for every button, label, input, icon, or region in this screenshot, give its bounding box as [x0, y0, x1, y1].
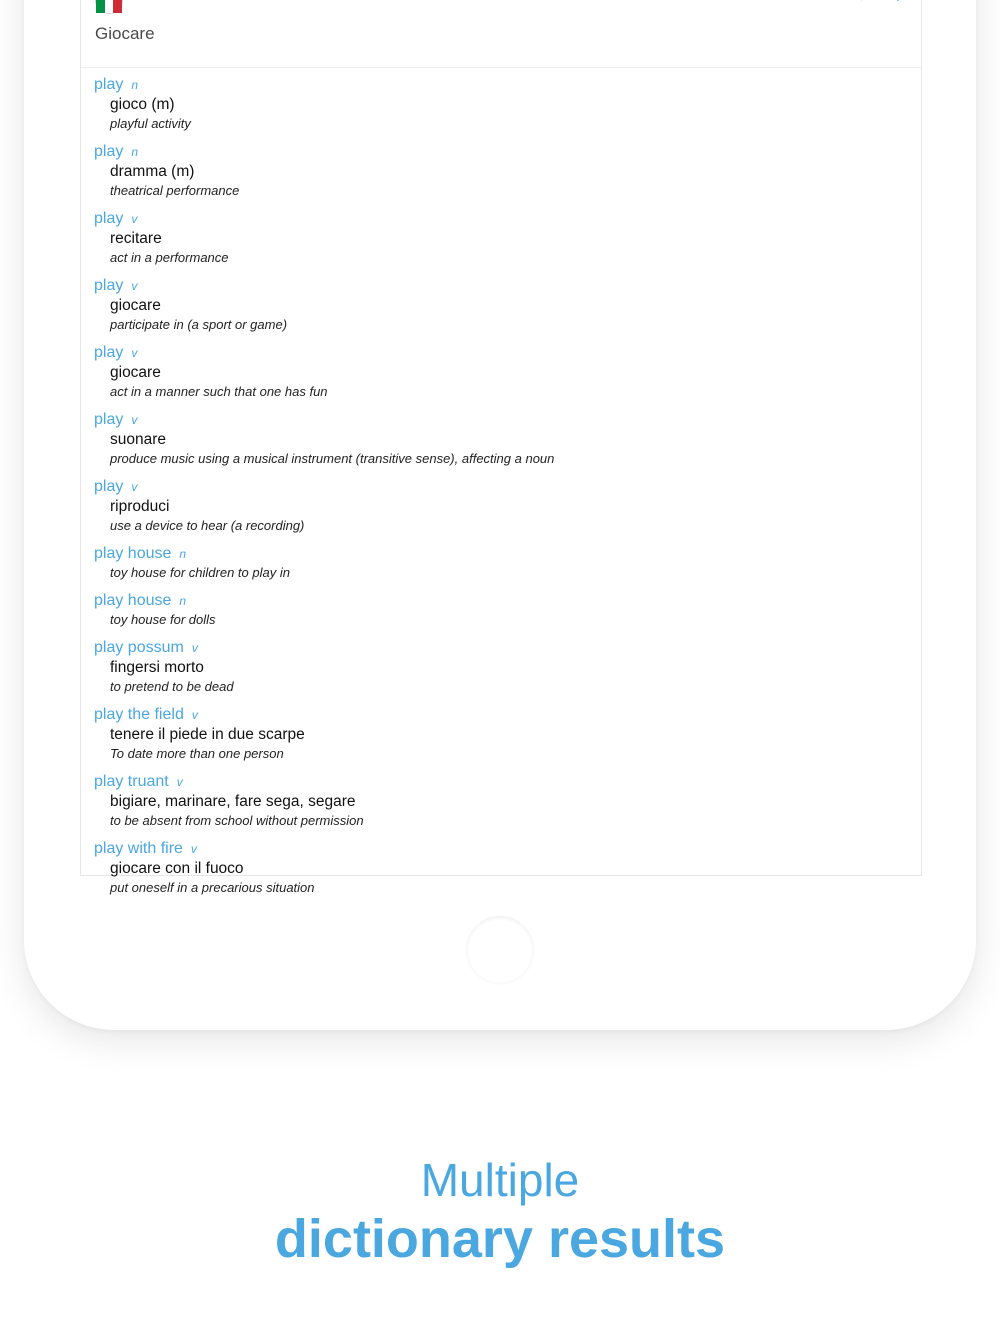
entry-translation: giocare — [110, 364, 161, 381]
entry-term[interactable] — [94, 772, 921, 792]
entry-translation: giocare con il fuoco — [110, 860, 244, 877]
part-of-speech: n — [179, 547, 187, 561]
result-entry[interactable] — [94, 772, 921, 830]
entry-gloss: produce music using a musical instrument (transitive sense), affecting a noun — [110, 451, 555, 466]
part-of-speech: n — [131, 78, 139, 92]
entry-gloss: toy house for children to play in — [110, 565, 290, 580]
entry-term[interactable] — [94, 544, 921, 564]
term-text: play house — [94, 592, 172, 609]
dictionary-screen — [80, 0, 922, 895]
italian-flag-icon[interactable] — [95, 0, 123, 14]
entry-gloss: to be absent from school without permission — [110, 813, 364, 828]
entry-translation: giocare — [110, 297, 161, 314]
entry-term[interactable] — [94, 477, 921, 497]
entry-translation: tenere il piede in due scarpe — [110, 726, 305, 743]
entry-gloss: put oneself in a precarious situation — [110, 880, 315, 895]
entry-gloss: act in a manner such that one has fun — [110, 384, 328, 399]
entry-gloss: act in a performance — [110, 250, 229, 265]
term-text: play — [94, 478, 124, 495]
term-text: play — [94, 76, 124, 93]
result-entry[interactable] — [94, 591, 921, 629]
term-text: play — [94, 210, 124, 227]
term-text: play house — [94, 545, 172, 562]
result-entry[interactable] — [94, 209, 921, 267]
result-header — [81, 0, 921, 68]
part-of-speech: n — [131, 145, 139, 159]
entry-term[interactable] — [94, 276, 921, 296]
term-text: play with fire — [94, 840, 183, 857]
part-of-speech: v — [131, 346, 138, 360]
entry-term[interactable] — [94, 638, 921, 658]
entry-term[interactable] — [94, 839, 921, 859]
result-entry[interactable] — [94, 477, 921, 535]
part-of-speech: v — [131, 212, 138, 226]
results-list[interactable] — [94, 75, 921, 895]
home-button[interactable] — [466, 916, 534, 984]
result-entry[interactable] — [94, 638, 921, 696]
term-text: play truant — [94, 773, 169, 790]
part-of-speech: v — [176, 775, 183, 789]
entry-term[interactable] — [94, 591, 921, 611]
term-text: play possum — [94, 639, 184, 656]
entry-gloss: use a device to hear (a recording) — [110, 518, 305, 533]
entry-translation: riproduci — [110, 498, 170, 515]
result-entry[interactable] — [94, 544, 921, 582]
result-entry[interactable] — [94, 839, 921, 897]
entry-term[interactable] — [94, 705, 921, 725]
microphone-icon[interactable] — [890, 0, 906, 1]
entry-translation: gioco (m) — [110, 96, 175, 113]
entry-translation: dramma (m) — [110, 163, 195, 180]
caption-line2: dictionary results — [274, 1209, 726, 1269]
result-entry[interactable] — [94, 75, 921, 133]
entry-term[interactable] — [94, 209, 921, 229]
entry-gloss: toy house for dolls — [110, 612, 216, 627]
speaker-icon[interactable] — [853, 0, 869, 1]
part-of-speech: v — [131, 480, 138, 494]
part-of-speech: v — [191, 708, 198, 722]
result-entry[interactable] — [94, 705, 921, 763]
entry-gloss: theatrical performance — [110, 183, 240, 198]
part-of-speech: v — [131, 413, 138, 427]
entry-gloss: participate in (a sport or game) — [110, 317, 288, 332]
entry-translation: suonare — [110, 431, 167, 448]
term-text: play — [94, 277, 124, 294]
result-entry[interactable] — [94, 142, 921, 200]
entry-gloss: To date more than one person — [110, 746, 284, 761]
caption-line1: Multiple — [420, 1154, 580, 1206]
part-of-speech: n — [179, 594, 187, 608]
entry-translation: recitare — [110, 230, 162, 247]
entry-term[interactable] — [94, 142, 921, 162]
entry-translation: bigiare, marinare, fare sega, segare — [110, 793, 356, 810]
result-entry[interactable] — [94, 410, 921, 468]
entry-gloss: playful activity — [110, 116, 191, 131]
part-of-speech: v — [190, 842, 197, 856]
result-entry[interactable] — [94, 343, 921, 401]
entry-term[interactable] — [94, 343, 921, 363]
entry-term[interactable] — [94, 75, 921, 95]
part-of-speech: v — [131, 279, 138, 293]
bookmark-icon[interactable] — [818, 0, 834, 1]
result-entry[interactable] — [94, 276, 921, 334]
entry-translation: fingersi morto — [110, 659, 204, 676]
term-text: play the field — [94, 706, 184, 723]
translation-title: Giocare — [95, 24, 155, 43]
entry-gloss: to pretend to be dead — [110, 679, 234, 694]
part-of-speech: v — [191, 641, 198, 655]
entry-term[interactable] — [94, 410, 921, 430]
term-text: play — [94, 344, 124, 361]
term-text: play — [94, 143, 124, 160]
term-text: play — [94, 411, 124, 428]
